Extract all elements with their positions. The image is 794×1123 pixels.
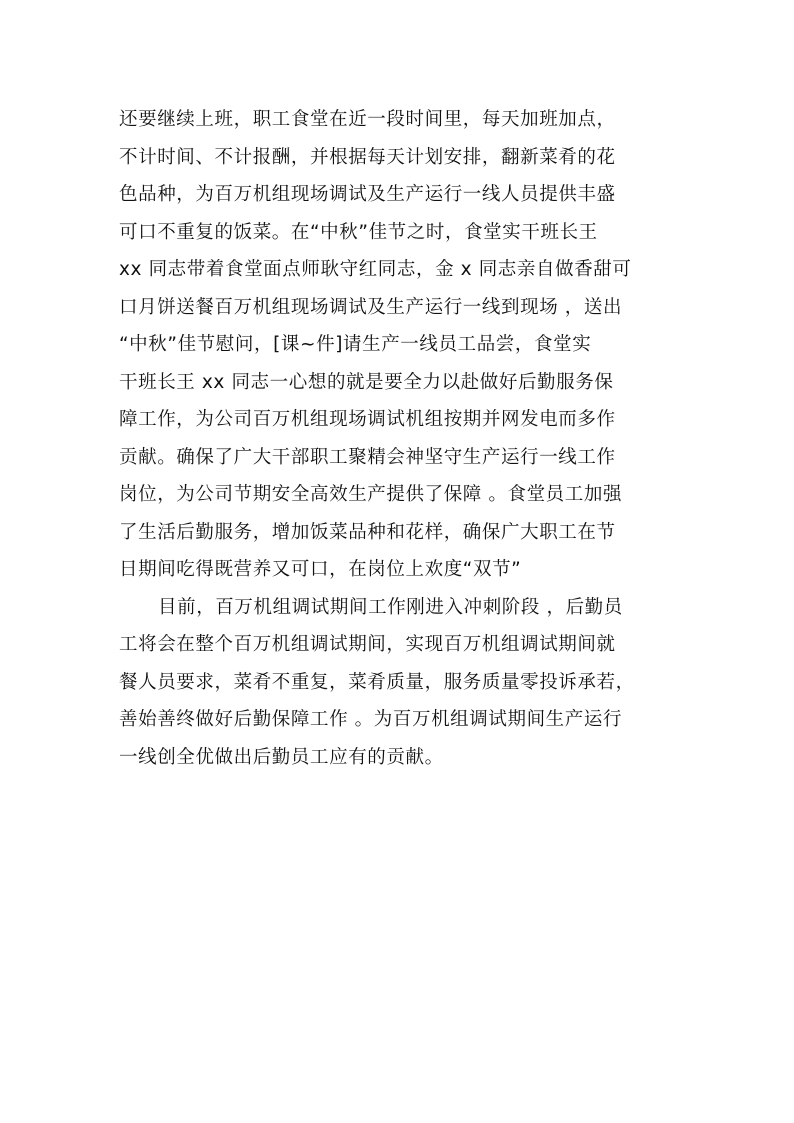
text-line-17: 善始善终做好后勤保障工作 。为百万机组调试期间生产运行 <box>119 709 623 730</box>
text-line-7: “中秋”佳节慰问，[课~件]请生产一线员工品尝，食堂实 <box>119 334 592 355</box>
text-line-3: 色品种，为百万机组现场调试及生产运行一线人员提供丰盛 <box>119 184 616 205</box>
text-line-8: 干班长王 xx 同志一心想的就是要全力以赴做好后勤服务保 <box>119 371 614 393</box>
text-line-5: xx 同志带着食堂面点师耿守红同志，金 x 同志亲自做香甜可 <box>119 259 632 280</box>
text-line-18: 一线创全优做出后勤员工应有的贡献。 <box>119 746 444 768</box>
text-line-15: 工将会在整个百万机组调试期间，实现百万机组调试期间就 <box>119 634 616 655</box>
text-line-16: 餐人员要求，菜肴不重复，菜肴质量，服务质量零投诉承若， <box>119 671 635 693</box>
text-line-11: 岗位，为公司节期安全高效生产提供了保障 。食堂员工加强 <box>119 484 623 505</box>
text-line-2: 不计时间、不计报酬，并根据每天计划安排，翻新菜肴的花 <box>119 146 616 168</box>
text-line-6: 口月饼送餐百万机组现场调试及生产运行一线到现场 ，送出 <box>119 296 623 318</box>
text-line-14: 目前，百万机组调试期间工作刚进入冲刺阶段 ，后勤员 <box>158 596 623 618</box>
text-line-12: 了生活后勤服务，增加饭菜品种和花样，确保广大职工在节 <box>119 521 616 543</box>
text-line-10: 贡献。确保了广大干部职工聚精会神坚守生产运行一线工作 <box>119 446 616 468</box>
text-line-4: 可口不重复的饭菜。在“中秋”佳节之时，食堂实干班长王 <box>119 221 598 243</box>
text-line-9: 障工作，为公司百万机组现场调试机组按期并网发电而多作 <box>119 409 616 430</box>
body-text <box>119 101 699 776</box>
text-line-13: 日期间吃得既营养又可口，在岗位上欢度“双节” <box>119 559 522 580</box>
text-line-1: 还要继续上班，职工食堂在近一段时间里，每天加班加点， <box>119 109 616 130</box>
